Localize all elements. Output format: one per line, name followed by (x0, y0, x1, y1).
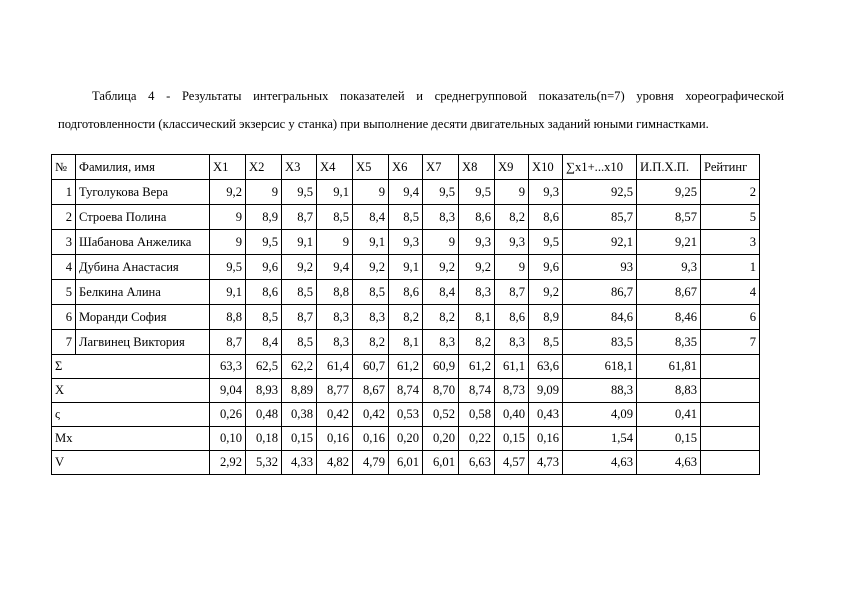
sum-cell: 88,3 (563, 379, 637, 403)
index-cell: 8,35 (637, 330, 701, 355)
table-row (52, 330, 760, 355)
statistic-cell: 0,22 (459, 427, 495, 451)
score-cell: 8,2 (459, 330, 495, 355)
column-header: Х9 (495, 155, 529, 180)
score-cell: 8,1 (389, 330, 423, 355)
statistic-cell: 4,73 (529, 451, 563, 475)
statistic-cell: 4,82 (317, 451, 353, 475)
column-header: Х2 (246, 155, 282, 180)
row-number: 4 (52, 255, 76, 280)
score-cell: 9 (210, 205, 246, 230)
athlete-name: Лагвинец Виктория (76, 330, 210, 355)
score-cell: 8,9 (246, 205, 282, 230)
statistic-cell: 0,15 (495, 427, 529, 451)
statistic-cell: 0,48 (246, 403, 282, 427)
score-cell: 8,5 (282, 330, 317, 355)
rating-cell-empty (701, 355, 760, 379)
score-cell: 8,6 (529, 205, 563, 230)
score-cell: 9 (495, 180, 529, 205)
statistic-label: V (52, 451, 210, 475)
athlete-name: Дубина Анастасия (76, 255, 210, 280)
statistic-row (52, 403, 760, 427)
sum-cell: 1,54 (563, 427, 637, 451)
index-cell: 8,57 (637, 205, 701, 230)
score-cell: 9,3 (389, 230, 423, 255)
sum-cell: 84,6 (563, 305, 637, 330)
statistic-label: Σ (52, 355, 210, 379)
rating-cell: 5 (701, 205, 760, 230)
statistic-cell: 62,2 (282, 355, 317, 379)
header-row (52, 155, 760, 180)
rating-cell: 1 (701, 255, 760, 280)
statistic-cell: 4,57 (495, 451, 529, 475)
score-cell: 8,8 (317, 280, 353, 305)
index-cell: 8,67 (637, 280, 701, 305)
statistic-cell: 6,01 (389, 451, 423, 475)
statistic-cell: 4,33 (282, 451, 317, 475)
statistic-cell: 4,79 (353, 451, 389, 475)
score-cell: 9,2 (423, 255, 459, 280)
score-cell: 8,8 (210, 305, 246, 330)
score-cell: 9 (210, 230, 246, 255)
statistic-cell: 0,20 (389, 427, 423, 451)
row-number: 2 (52, 205, 76, 230)
statistic-cell: 0,42 (353, 403, 389, 427)
score-cell: 8,7 (495, 280, 529, 305)
index-cell: 9,25 (637, 180, 701, 205)
column-header: Х5 (353, 155, 389, 180)
athlete-name: Шабанова Анжелика (76, 230, 210, 255)
score-cell: 8,4 (246, 330, 282, 355)
column-header: Х7 (423, 155, 459, 180)
caption-line-1: Таблица 4 - Результаты интегральных показателей и среднегрупповой показатель(n=7) уровня хореографической (92, 89, 784, 103)
sum-cell: 618,1 (563, 355, 637, 379)
score-cell: 9,6 (246, 255, 282, 280)
score-cell: 8,5 (317, 205, 353, 230)
statistic-cell: 6,01 (423, 451, 459, 475)
rating-cell: 7 (701, 330, 760, 355)
row-number: 5 (52, 280, 76, 305)
statistic-cell: 2,92 (210, 451, 246, 475)
index-cell: 9,3 (637, 255, 701, 280)
score-cell: 9,2 (210, 180, 246, 205)
statistic-cell: 63,6 (529, 355, 563, 379)
column-header: Х1 (210, 155, 246, 180)
rating-cell: 4 (701, 280, 760, 305)
score-cell: 8,1 (459, 305, 495, 330)
score-cell: 9,1 (353, 230, 389, 255)
score-cell: 8,7 (282, 305, 317, 330)
score-cell: 9,4 (389, 180, 423, 205)
statistic-cell: 8,73 (495, 379, 529, 403)
score-cell: 8,5 (529, 330, 563, 355)
statistic-cell: 8,74 (389, 379, 423, 403)
statistic-cell: 0,16 (317, 427, 353, 451)
score-cell: 9 (495, 255, 529, 280)
score-cell: 9,3 (495, 230, 529, 255)
score-cell: 9 (246, 180, 282, 205)
statistic-label: X (52, 379, 210, 403)
statistic-cell: 0,16 (529, 427, 563, 451)
athlete-name: Белкина Алина (76, 280, 210, 305)
statistic-cell: 8,89 (282, 379, 317, 403)
athlete-name: Моранди София (76, 305, 210, 330)
rating-cell: 2 (701, 180, 760, 205)
score-cell: 9,1 (282, 230, 317, 255)
statistic-row (52, 427, 760, 451)
statistic-cell: 60,9 (423, 355, 459, 379)
table-row (52, 305, 760, 330)
index-cell: 8,46 (637, 305, 701, 330)
statistic-cell: 8,77 (317, 379, 353, 403)
statistic-cell: 0,43 (529, 403, 563, 427)
statistic-cell: 61,2 (389, 355, 423, 379)
score-cell: 9,1 (317, 180, 353, 205)
sum-cell: 92,1 (563, 230, 637, 255)
score-cell: 8,2 (495, 205, 529, 230)
statistic-cell: 9,09 (529, 379, 563, 403)
sum-cell: 85,7 (563, 205, 637, 230)
table-row (52, 205, 760, 230)
score-cell: 8,9 (529, 305, 563, 330)
score-cell: 9 (353, 180, 389, 205)
score-cell: 9,5 (459, 180, 495, 205)
statistic-cell: 0,16 (353, 427, 389, 451)
statistic-cell: 63,3 (210, 355, 246, 379)
score-cell: 8,3 (495, 330, 529, 355)
score-cell: 8,2 (353, 330, 389, 355)
score-cell: 8,3 (317, 305, 353, 330)
index-cell: 0,15 (637, 427, 701, 451)
index-cell: 4,63 (637, 451, 701, 475)
athlete-name: Строева Полина (76, 205, 210, 230)
score-cell: 8,3 (423, 330, 459, 355)
score-cell: 9,1 (210, 280, 246, 305)
score-cell: 8,6 (246, 280, 282, 305)
statistic-cell: 61,2 (459, 355, 495, 379)
statistic-label: ς (52, 403, 210, 427)
statistic-cell: 8,67 (353, 379, 389, 403)
score-cell: 8,3 (317, 330, 353, 355)
score-cell: 8,2 (389, 305, 423, 330)
score-cell: 9,3 (529, 180, 563, 205)
column-header: Х3 (282, 155, 317, 180)
statistic-cell: 0,40 (495, 403, 529, 427)
row-number: 6 (52, 305, 76, 330)
statistic-row (52, 355, 760, 379)
sum-cell: 83,5 (563, 330, 637, 355)
score-cell: 8,7 (282, 205, 317, 230)
statistic-cell: 8,74 (459, 379, 495, 403)
statistic-cell: 0,26 (210, 403, 246, 427)
statistic-cell: 60,7 (353, 355, 389, 379)
index-cell: 61,81 (637, 355, 701, 379)
score-cell: 9,3 (459, 230, 495, 255)
statistic-cell: 0,18 (246, 427, 282, 451)
score-cell: 9,2 (459, 255, 495, 280)
column-header: ∑х1+...х10 (563, 155, 637, 180)
sum-cell: 92,5 (563, 180, 637, 205)
score-cell: 9,5 (282, 180, 317, 205)
column-header: И.П.Х.П. (637, 155, 701, 180)
score-cell: 8,6 (389, 280, 423, 305)
score-cell: 8,5 (353, 280, 389, 305)
rating-cell-empty (701, 379, 760, 403)
score-cell: 9,1 (389, 255, 423, 280)
index-cell: 8,83 (637, 379, 701, 403)
table-row (52, 180, 760, 205)
statistic-label: Mx (52, 427, 210, 451)
column-header: Х10 (529, 155, 563, 180)
statistic-cell: 0,58 (459, 403, 495, 427)
score-cell: 8,4 (353, 205, 389, 230)
rating-cell-empty (701, 403, 760, 427)
score-cell: 9,5 (423, 180, 459, 205)
score-cell: 9,6 (529, 255, 563, 280)
statistic-cell: 0,38 (282, 403, 317, 427)
rating-cell-empty (701, 427, 760, 451)
score-cell: 8,7 (210, 330, 246, 355)
statistic-cell: 6,63 (459, 451, 495, 475)
score-cell: 9 (317, 230, 353, 255)
score-cell: 9,2 (353, 255, 389, 280)
statistic-cell: 62,5 (246, 355, 282, 379)
row-number: 1 (52, 180, 76, 205)
column-header: Х8 (459, 155, 495, 180)
results-table (51, 154, 760, 475)
statistic-cell: 0,53 (389, 403, 423, 427)
statistic-row (52, 451, 760, 475)
statistic-cell: 8,70 (423, 379, 459, 403)
rating-cell: 3 (701, 230, 760, 255)
score-cell: 8,6 (459, 205, 495, 230)
score-cell: 9,4 (317, 255, 353, 280)
statistic-cell: 0,10 (210, 427, 246, 451)
sum-cell: 4,63 (563, 451, 637, 475)
row-number: 3 (52, 230, 76, 255)
score-cell: 8,3 (423, 205, 459, 230)
score-cell: 8,4 (423, 280, 459, 305)
statistic-cell: 8,93 (246, 379, 282, 403)
statistic-cell: 0,52 (423, 403, 459, 427)
table-row (52, 255, 760, 280)
score-cell: 8,5 (246, 305, 282, 330)
score-cell: 8,3 (353, 305, 389, 330)
sum-cell: 93 (563, 255, 637, 280)
caption-line-2: подготовленности (классический экзерсис у станка) при выполнение десяти двигательных заданий юными гимнастками. (58, 117, 709, 131)
rating-cell-empty (701, 451, 760, 475)
score-cell: 9,5 (529, 230, 563, 255)
score-cell: 9,5 (210, 255, 246, 280)
index-cell: 9,21 (637, 230, 701, 255)
column-header: № (52, 155, 76, 180)
column-header: Фамилия, имя (76, 155, 210, 180)
score-cell: 8,2 (423, 305, 459, 330)
score-cell: 8,5 (282, 280, 317, 305)
row-number: 7 (52, 330, 76, 355)
data-rows (52, 180, 760, 355)
column-header: Х4 (317, 155, 353, 180)
score-cell: 9,2 (529, 280, 563, 305)
table-row (52, 280, 760, 305)
statistic-cell: 61,4 (317, 355, 353, 379)
score-cell: 9,2 (282, 255, 317, 280)
index-cell: 0,41 (637, 403, 701, 427)
statistic-cell: 5,32 (246, 451, 282, 475)
statistic-cell: 9,04 (210, 379, 246, 403)
sum-cell: 86,7 (563, 280, 637, 305)
statistic-cell: 0,42 (317, 403, 353, 427)
athlete-name: Туголукова Вера (76, 180, 210, 205)
column-header: Х6 (389, 155, 423, 180)
statistic-cell: 0,20 (423, 427, 459, 451)
rating-cell: 6 (701, 305, 760, 330)
column-header: Рейтинг (701, 155, 760, 180)
statistic-cell: 0,15 (282, 427, 317, 451)
score-cell: 9 (423, 230, 459, 255)
table-caption (58, 82, 784, 138)
score-cell: 8,5 (389, 205, 423, 230)
sum-cell: 4,09 (563, 403, 637, 427)
statistic-cell: 61,1 (495, 355, 529, 379)
score-cell: 8,6 (495, 305, 529, 330)
statistics-rows (52, 355, 760, 475)
score-cell: 8,3 (459, 280, 495, 305)
table-row (52, 230, 760, 255)
statistic-row (52, 379, 760, 403)
score-cell: 9,5 (246, 230, 282, 255)
